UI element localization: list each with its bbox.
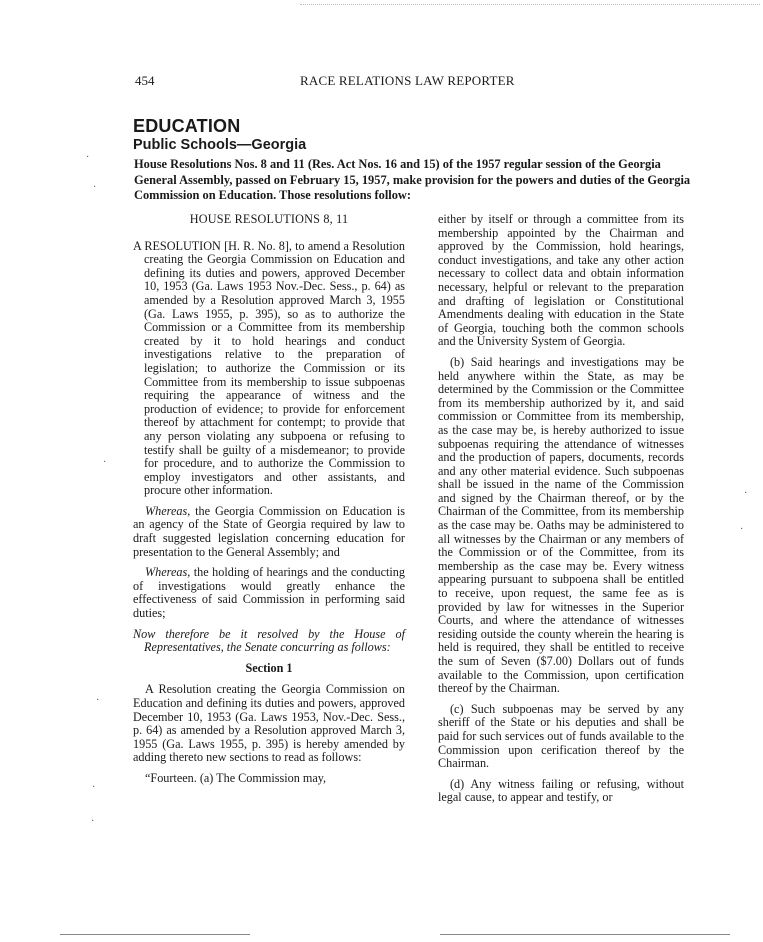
whereas-lead-2: Whereas, <box>145 565 191 580</box>
margin-speck: · <box>92 782 96 793</box>
section-1-text: A Resolution creating the Georgia Commission on Education and defining its duties and powers, approved December 10, 1953 (Ga. Laws 1953, Nov.-Dec. Sess., p. 64) as amended by a Resolution approved March 3, 1955 (Ga. Laws 1955, p. 395) is hereby amended by adding thereto new sections to read as follows: <box>133 682 405 765</box>
intro-paragraph: House Resolutions Nos. 8 and 11 (Res. Act Nos. 16 and 15) of the 1957 regular session of the Georgia General Assembly, passed on February 15, 1957, make provision for the powers and duties of the Georgia Commission on Education. Those resolutions follow: <box>134 157 691 203</box>
paragraph-d-start: (d) Any witness failing or refusing, without legal cause, to appear and testify, or <box>438 776 684 805</box>
section-title: EDUCATION <box>133 116 241 136</box>
bottom-rule-left <box>60 934 250 935</box>
paragraph-a-continued: either by itself or through a committee from its membership appointed by the Chairman and approved by the Commission, hold hearings, conduct investigations, and take any other action necessary to collect data and obtain information necessary, helpful or relevant to the preparation and drafting of legislation or Constitutional Amendments dealing with education in the State of Georgia, touching both the common schools and the University System of Georgia. <box>438 212 684 349</box>
margin-speck: · <box>740 524 744 535</box>
resolutions-heading: HOUSE RESOLUTIONS 8, 11 <box>189 212 349 226</box>
left-column <box>133 213 405 793</box>
margin-speck: · <box>91 816 95 827</box>
whereas-text-1: the Georgia Commission on Education is an agency of the State of Georgia required by law to draft suggested legislation concerning education for presentation to the General Assembly; and <box>133 503 405 559</box>
top-edge-dots <box>300 4 760 5</box>
margin-speck: · <box>86 152 90 163</box>
whereas-text-2: the holding of hearings and the conducting of investigations would greatly enhance the effectiveness of said Commission in performing said duties; <box>133 565 405 621</box>
page-number: 454 <box>135 73 155 88</box>
whereas-paragraph-1 <box>133 505 405 559</box>
bottom-rule-right <box>440 934 730 935</box>
resolution-summary: A RESOLUTION [H. R. No. 8], to amend a Resolution creating the Georgia Commission on Education and defining its duties and powers, approved December 10, 1953 (Ga. Laws 1953 Nov.-Dec. Sess., p. 64) as amended by a Resolution approved March 3, 1955 (Ga. Laws 1955, p. 395), so as to authorize the Commission or a Committee from its membership created by it to hold hearings and conduct investigations relative to the preparation of legislation; to authorize the Commission or its Committee from its membership to issue subpoenas requiring the appearance of witness and the production of evidence; to provide for enforcement thereof by attachment for contempt; to provide that any person violating any subpoena or refusing to testify shall be guilty of a misdemeanor; to provide for procedure, and to authorize the Commission to employ investigators and other assistants, and procure other information. <box>133 238 405 498</box>
margin-speck: · <box>96 695 100 706</box>
paragraph-b: (b) Said hearings and investigations may be held anywhere within the State, as may be determined by the Commission or the Committee from its membership authorized by it, and said commission or Committee from its membership, as the case may be, is hereby authorized to issue subpoenas requiring the attendance of witnesses and the production of papers, documents, records and any other material evidence. Such subpoenas shall be issued in the name of the Commission and signed by the Chairman thereof, or by the Chairman of the Committee, from its membership as the case may be. Oaths may be administered to all witnesses by the Chairman or any members of the Commission or of the Committee, from its membership as the case may be. Every witness appearing pursuant to subpoena shall be entitled to receive, upon request, the same fee as is provided by law for witnesses in the Superior Courts, and where the attendance of witnesses residing outside the county wherein the hearing is held is required, they shall be entitled to receive the sum of Seven ($7.00) Dollars out of funds available to the Commission, upon certification thereof by the Chairman. <box>438 354 684 696</box>
section-1-heading: Section 1 <box>245 660 293 675</box>
margin-speck: · <box>103 457 107 468</box>
margin-speck: · <box>93 182 97 193</box>
margin-speck: · <box>744 488 748 499</box>
page-header <box>0 73 763 93</box>
whereas-lead-1: Whereas, <box>145 503 191 518</box>
section-subtitle: Public Schools—Georgia <box>133 137 307 153</box>
resolved-text: Now therefore be it resolved by the House of Representatives, the Senate concurring as follows: <box>133 626 405 655</box>
right-column <box>438 213 684 812</box>
whereas-paragraph-2 <box>133 566 405 620</box>
running-title: RACE RELATIONS LAW REPORTER <box>300 73 515 88</box>
fourteen-start: “Fourteen. (a) The Commission may, <box>145 770 327 785</box>
resolved-clause <box>133 628 405 655</box>
paragraph-c: (c) Such subpoenas may be served by any sheriff of the State or his deputies and shall be paid for such services out of funds available to the Commission upon cerification thereof by the Chairman. <box>438 701 684 771</box>
